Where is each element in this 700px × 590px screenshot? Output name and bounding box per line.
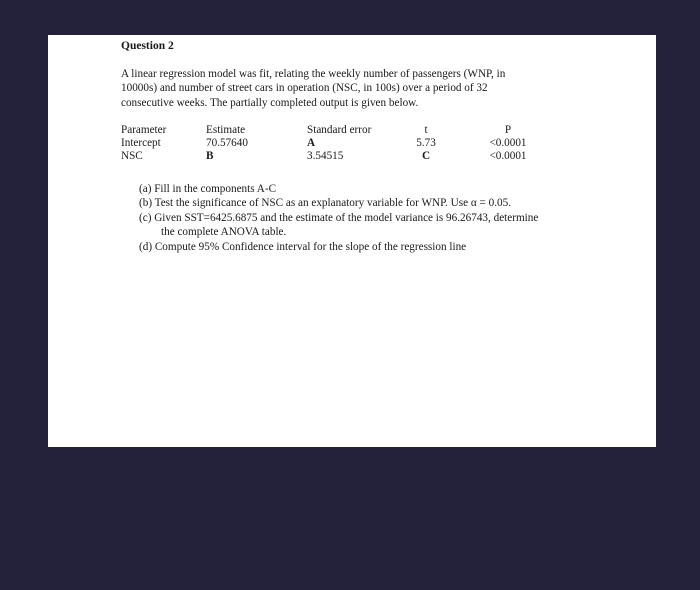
cell-estimate: B	[206, 150, 214, 163]
cell-t: C	[421, 150, 431, 163]
cell-p: <0.0001	[489, 150, 527, 163]
task-text: (d) Compute 95% Confidence interval for the slope of the regression line	[139, 240, 467, 253]
task-item	[139, 240, 538, 254]
cell-estimate: 70.57640	[206, 137, 248, 150]
task-list	[139, 182, 538, 254]
header-p: P	[504, 124, 512, 136]
cell-parameter: Intercept	[121, 137, 161, 150]
document-page	[48, 35, 656, 447]
task-item	[139, 182, 538, 196]
task-item	[139, 196, 538, 210]
cell-p: <0.0001	[489, 137, 527, 150]
cell-t: 5.73	[416, 137, 436, 150]
header-parameter: Parameter	[121, 124, 167, 136]
cell-parameter: NSC	[121, 150, 143, 163]
intro-line: consecutive weeks. The partially completed output is given below.	[121, 96, 419, 109]
question-title: Question 2	[121, 40, 174, 52]
header-estimate: Estimate	[206, 124, 246, 136]
task-text: (c) Given SST=6425.6875 and the estimate of the model variance is 96.26743, determine	[139, 211, 539, 224]
task-text-continuation: the complete ANOVA table.	[161, 226, 287, 239]
task-item	[139, 211, 538, 240]
intro-line: A linear regression model was fit, relating the weekly number of passengers (WNP, in	[121, 68, 506, 80]
task-text: (b) Test the significance of NSC as an explanatory variable for WNP. Use α = 0.05.	[139, 197, 511, 210]
cell-standard-error: A	[307, 137, 316, 150]
task-text: (a) Fill in the components A-C	[139, 183, 277, 195]
cell-standard-error: 3.54515	[307, 150, 344, 163]
question-intro	[121, 67, 591, 110]
intro-line: 10000s) and number of street cars in operation (NSC, in 100s) over a period of 32	[121, 82, 488, 95]
header-t: t	[424, 124, 428, 136]
header-standard-error: Standard error	[307, 124, 372, 136]
